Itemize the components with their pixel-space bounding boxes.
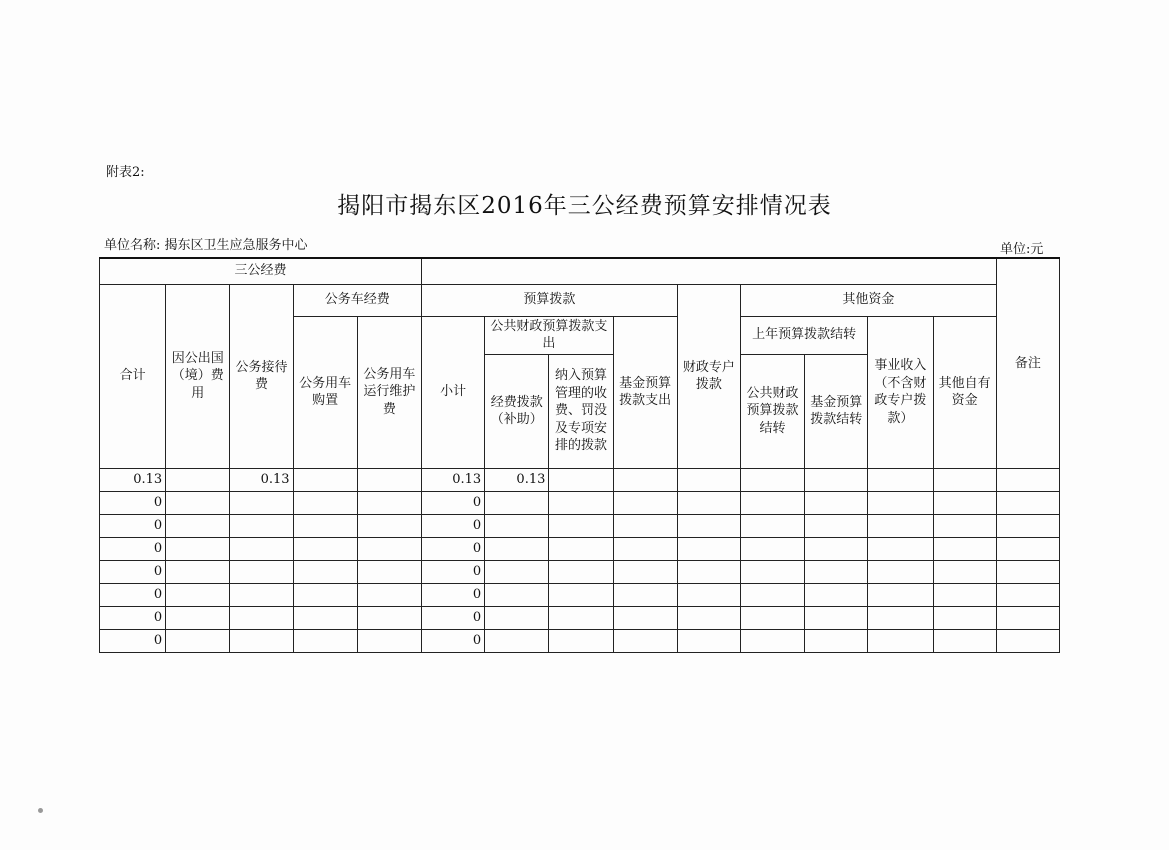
header-jijin-yusuan-zhichu: 基金预算拨款支出 xyxy=(613,316,677,468)
table-cell xyxy=(677,560,740,583)
table-cell xyxy=(166,583,230,606)
table-cell xyxy=(293,514,357,537)
annex-label: 附表2: xyxy=(106,165,145,180)
table-cell xyxy=(166,606,230,629)
table-cell: 0 xyxy=(100,491,166,514)
table-cell xyxy=(613,583,677,606)
table-cell: 0 xyxy=(422,560,485,583)
table-cell xyxy=(293,629,357,652)
table-cell xyxy=(230,560,293,583)
header-yusuan-bokuan: 预算拨款 xyxy=(422,284,678,316)
unit-name: 单位名称: 揭东区卫生应急服务中心 xyxy=(104,238,308,253)
table-cell: 0 xyxy=(422,537,485,560)
table-cell: 0 xyxy=(422,491,485,514)
table-cell: 0.13 xyxy=(422,468,485,491)
table-cell xyxy=(868,468,933,491)
table-cell xyxy=(805,514,868,537)
header-jingfei-bokuan: 经费拨款（补助） xyxy=(485,354,549,468)
table-cell xyxy=(613,468,677,491)
table-header xyxy=(100,258,1060,468)
table-cell xyxy=(740,514,804,537)
table-cell xyxy=(293,468,357,491)
header-beizhu: 备注 xyxy=(996,258,1059,468)
table-cell xyxy=(485,629,549,652)
table-cell xyxy=(996,537,1059,560)
table-cell xyxy=(613,629,677,652)
header-shiye-shouru: 事业收入（不含财政专户拨款） xyxy=(868,316,933,468)
table-cell xyxy=(996,491,1059,514)
table-cell xyxy=(868,514,933,537)
table-cell xyxy=(293,537,357,560)
table-cell xyxy=(230,629,293,652)
table-cell xyxy=(485,491,549,514)
table-cell xyxy=(677,514,740,537)
table-cell: 0.13 xyxy=(230,468,293,491)
header-sangong: 三公经费 xyxy=(100,258,422,284)
table-cell: 0 xyxy=(100,629,166,652)
table-cell xyxy=(549,468,613,491)
table-cell xyxy=(230,583,293,606)
table-cell xyxy=(357,583,421,606)
table-cell xyxy=(996,468,1059,491)
table-cell: 0 xyxy=(100,583,166,606)
header-gongwu-che-yunxing: 公务用车运行维护费 xyxy=(357,316,421,468)
table-cell: 0 xyxy=(100,560,166,583)
table-cell xyxy=(485,606,549,629)
table-cell xyxy=(613,560,677,583)
table-cell xyxy=(933,560,996,583)
table-cell xyxy=(485,514,549,537)
table-cell xyxy=(933,629,996,652)
table-cell xyxy=(933,537,996,560)
table-cell xyxy=(485,537,549,560)
table-cell xyxy=(230,514,293,537)
header-qita-zijin: 其他资金 xyxy=(740,284,996,316)
table-cell xyxy=(805,629,868,652)
table-cell xyxy=(357,606,421,629)
table-cell xyxy=(805,491,868,514)
table-cell: 0 xyxy=(422,606,485,629)
currency-unit: 单位:元 xyxy=(1000,242,1044,257)
header-jijin-jiezhuan: 基金预算拨款结转 xyxy=(805,354,868,468)
document-title: 揭阳市揭东区2016年三公经费预算安排情况表 xyxy=(337,193,832,219)
table-cell xyxy=(230,491,293,514)
table-cell xyxy=(166,537,230,560)
table-cell xyxy=(677,491,740,514)
table-row xyxy=(100,560,1060,583)
header-gongwu-che-gouzhi: 公务用车购置 xyxy=(293,316,357,468)
table-cell xyxy=(996,560,1059,583)
table-cell xyxy=(933,514,996,537)
table-cell xyxy=(549,514,613,537)
table-cell xyxy=(740,468,804,491)
table-cell xyxy=(740,491,804,514)
table-cell xyxy=(933,468,996,491)
table-cell xyxy=(485,583,549,606)
table-cell xyxy=(357,491,421,514)
table-cell xyxy=(740,537,804,560)
table-cell xyxy=(740,606,804,629)
table-cell xyxy=(549,629,613,652)
table-cell xyxy=(805,537,868,560)
table-cell xyxy=(166,468,230,491)
header-gonggong-jiezhuan: 公共财政预算拨款结转 xyxy=(740,354,804,468)
table-cell xyxy=(868,606,933,629)
table-cell xyxy=(677,606,740,629)
table-cell xyxy=(293,491,357,514)
table-cell xyxy=(740,560,804,583)
table-cell: 0 xyxy=(422,514,485,537)
table-cell xyxy=(293,583,357,606)
table-cell xyxy=(549,491,613,514)
table-cell xyxy=(613,491,677,514)
header-heji: 合计 xyxy=(100,284,166,468)
table-cell xyxy=(293,560,357,583)
table-cell xyxy=(166,491,230,514)
table-cell xyxy=(868,560,933,583)
table-cell xyxy=(613,606,677,629)
budget-table xyxy=(99,257,1060,653)
table-cell xyxy=(996,606,1059,629)
table-row xyxy=(100,606,1060,629)
table-cell xyxy=(549,560,613,583)
table-cell xyxy=(677,629,740,652)
table-cell: 0 xyxy=(422,629,485,652)
table-row xyxy=(100,491,1060,514)
table-cell xyxy=(357,468,421,491)
table-cell xyxy=(996,629,1059,652)
table-cell xyxy=(293,606,357,629)
table-cell xyxy=(613,537,677,560)
header-blank xyxy=(422,258,997,284)
header-gongwu-jiedai: 公务接待费 xyxy=(230,284,293,468)
table-cell xyxy=(933,491,996,514)
table-cell xyxy=(166,514,230,537)
table-cell xyxy=(868,537,933,560)
table-cell xyxy=(549,583,613,606)
table-cell xyxy=(805,606,868,629)
table-cell xyxy=(933,606,996,629)
table-cell xyxy=(868,629,933,652)
table-cell xyxy=(677,583,740,606)
table-cell xyxy=(357,514,421,537)
table-cell xyxy=(677,537,740,560)
header-gongwu-che: 公务车经费 xyxy=(293,284,421,316)
table-row xyxy=(100,629,1060,652)
header-yingong-chuguo: 因公出国（境）费用 xyxy=(166,284,230,468)
table-cell xyxy=(740,583,804,606)
header-caizheng-zhuanhu: 财政专户拨款 xyxy=(677,284,740,468)
table-cell xyxy=(805,583,868,606)
header-shangnian-jiezhuan: 上年预算拨款结转 xyxy=(740,316,867,354)
table-cell xyxy=(357,560,421,583)
table-cell xyxy=(549,537,613,560)
table-cell: 0.13 xyxy=(485,468,549,491)
table-cell xyxy=(805,468,868,491)
table-cell xyxy=(549,606,613,629)
table-cell xyxy=(166,629,230,652)
table-cell xyxy=(740,629,804,652)
header-qita-ziyou: 其他自有资金 xyxy=(933,316,996,468)
table-row xyxy=(100,468,1060,491)
table-cell: 0 xyxy=(100,514,166,537)
table-cell: 0 xyxy=(100,606,166,629)
table-row xyxy=(100,514,1060,537)
table-row xyxy=(100,583,1060,606)
table-cell xyxy=(933,583,996,606)
table-cell xyxy=(677,468,740,491)
table-cell xyxy=(805,560,868,583)
table-cell xyxy=(868,491,933,514)
header-naru-yusuan: 纳入预算管理的收费、罚没及专项安排的拨款 xyxy=(549,354,613,468)
header-xiaoji: 小计 xyxy=(422,316,485,468)
table-body xyxy=(100,468,1060,652)
table-cell xyxy=(613,514,677,537)
header-gonggong-caizheng: 公共财政预算拨款支出 xyxy=(485,316,613,354)
table-cell xyxy=(996,514,1059,537)
table-cell xyxy=(485,560,549,583)
table-cell: 0.13 xyxy=(100,468,166,491)
table-row xyxy=(100,537,1060,560)
table-cell xyxy=(230,606,293,629)
table-cell: 0 xyxy=(100,537,166,560)
scan-speck xyxy=(38,808,43,813)
table-cell: 0 xyxy=(422,583,485,606)
table-cell xyxy=(996,583,1059,606)
table-cell xyxy=(868,583,933,606)
table-cell xyxy=(230,537,293,560)
table-cell xyxy=(166,560,230,583)
table-cell xyxy=(357,537,421,560)
table-cell xyxy=(357,629,421,652)
